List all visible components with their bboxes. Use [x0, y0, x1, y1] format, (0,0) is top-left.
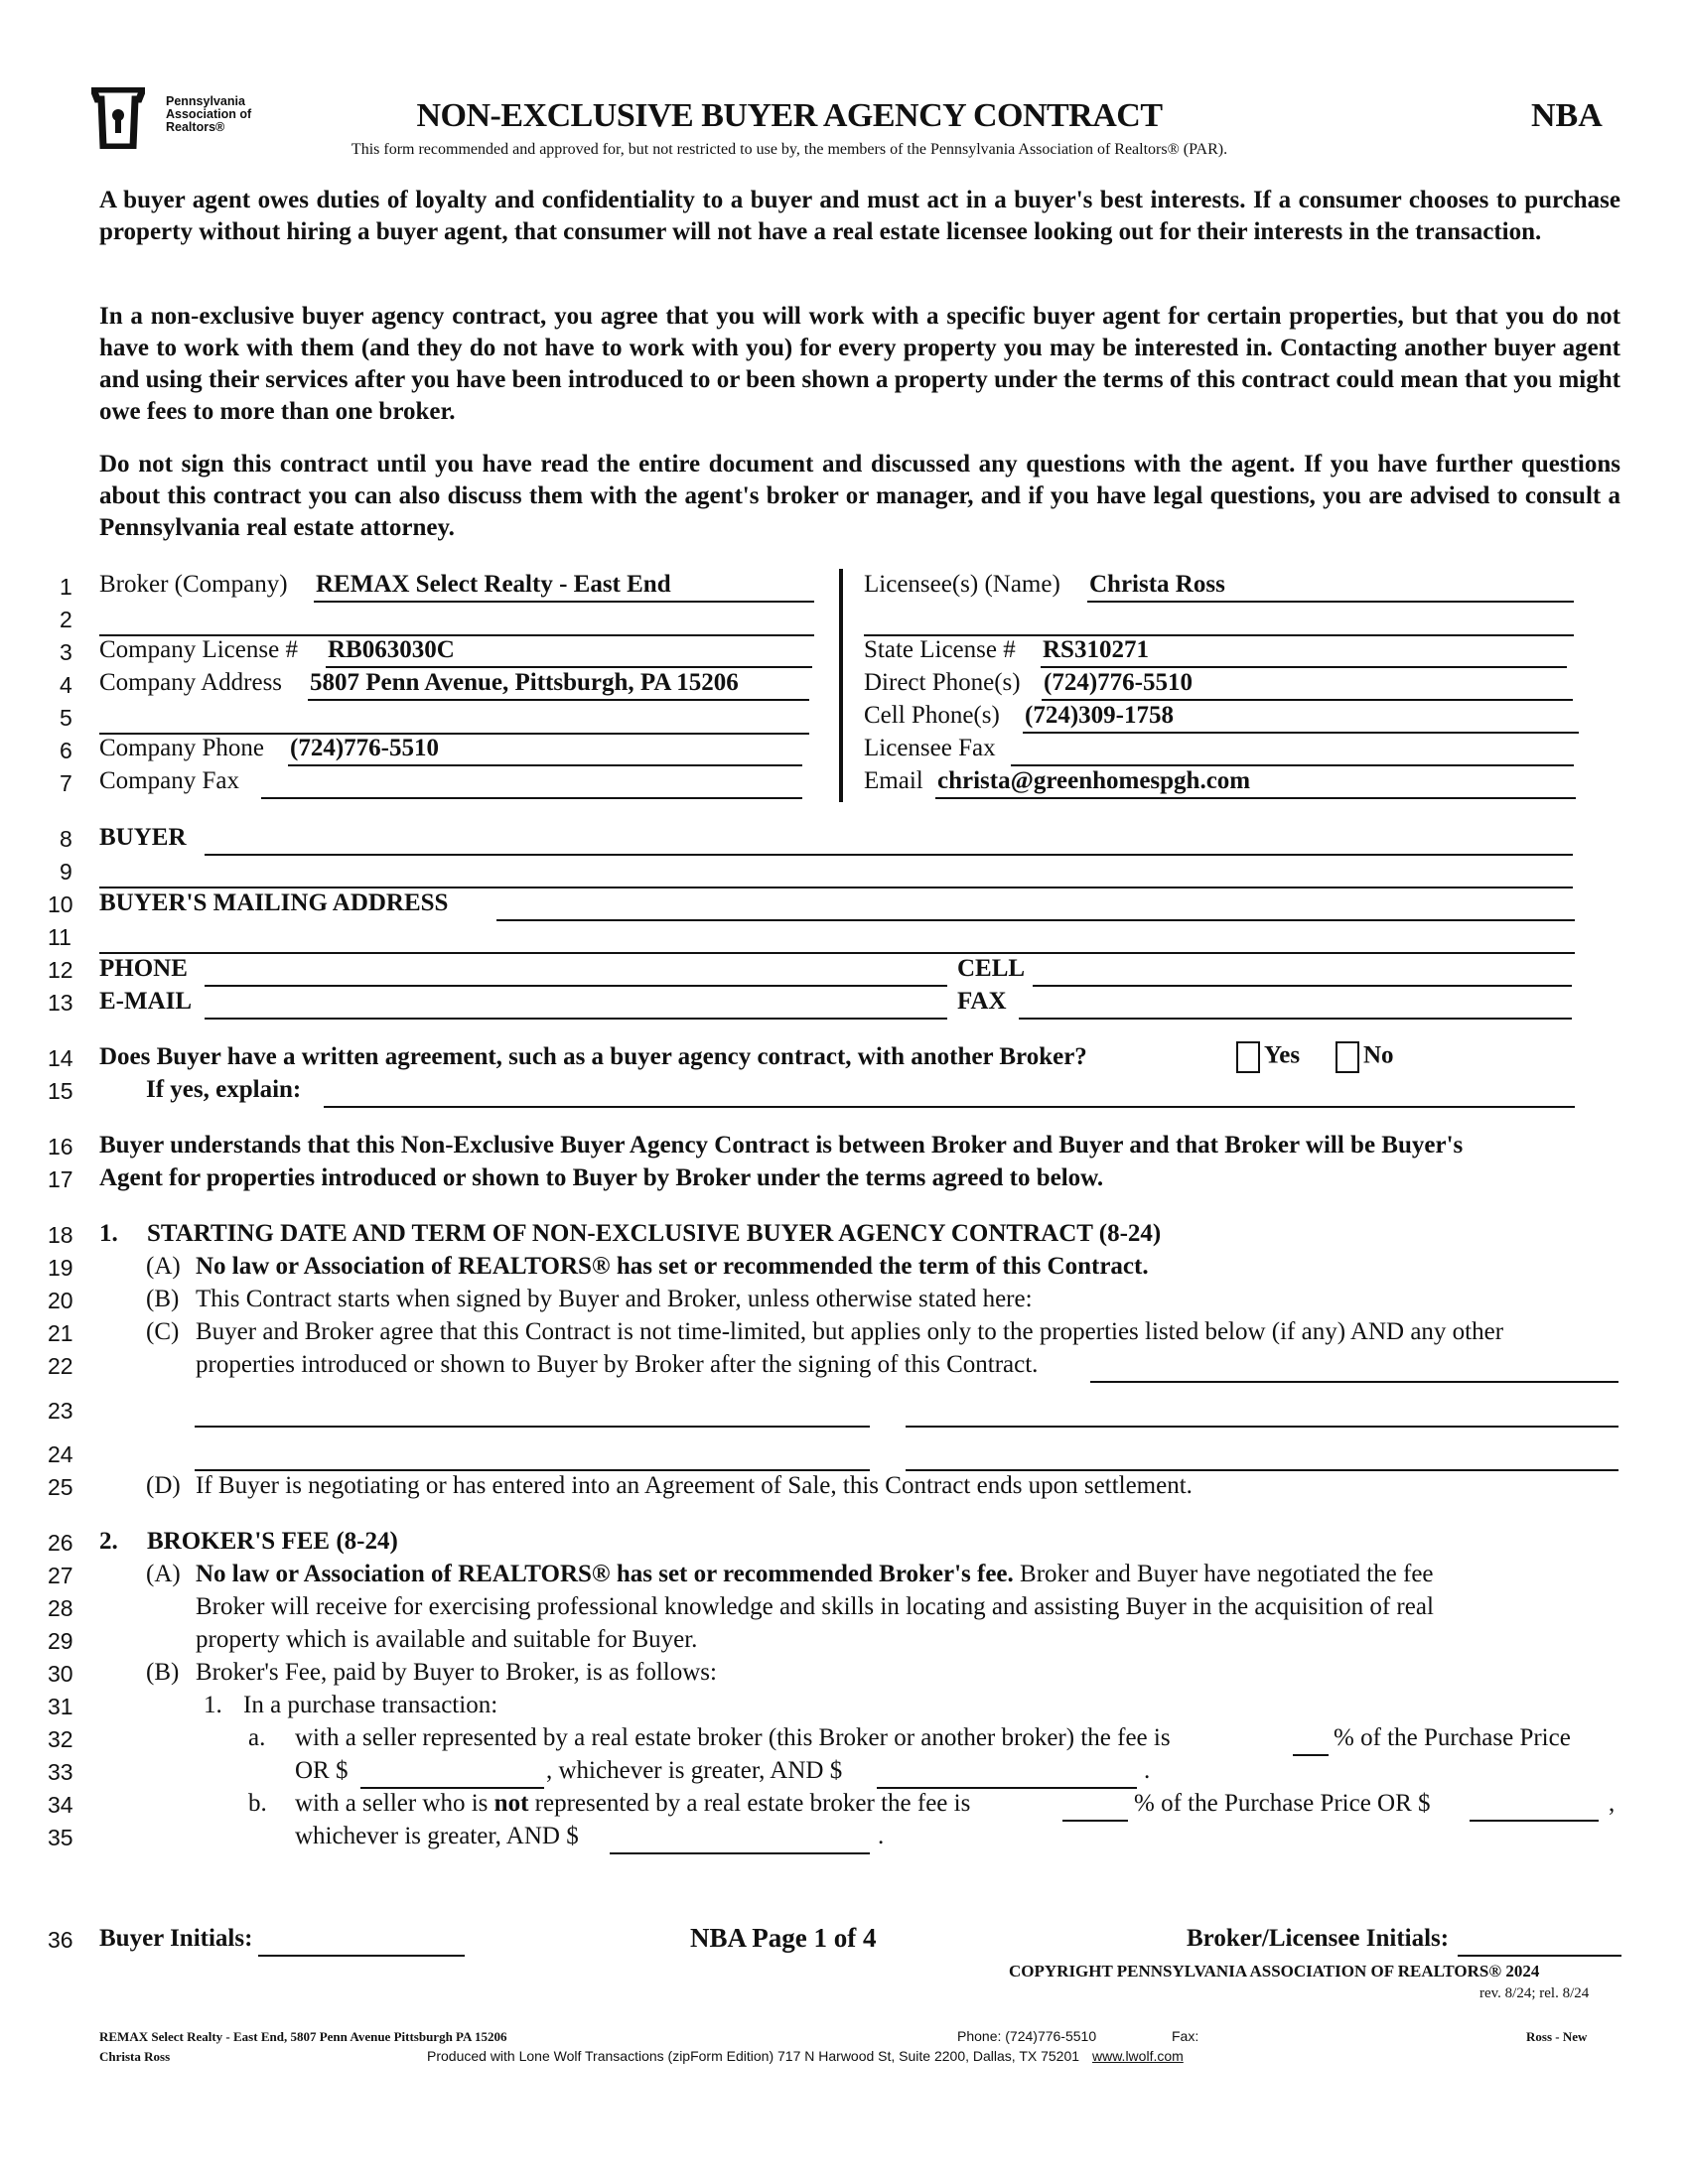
section-1-number: 1. — [99, 1220, 118, 1247]
properties-line-22-field[interactable] — [1090, 1381, 1618, 1383]
section-1-b-text: This Contract starts when signed by Buyer and Broker, unless otherwise stated here: — [196, 1286, 1033, 1312]
item-a-percent-field[interactable] — [1293, 1754, 1329, 1756]
form-code: NBA — [1531, 97, 1603, 134]
section-2-a-text-1: Broker and Buyer have negotiated the fee — [1013, 1561, 1434, 1587]
cell-label: CELL — [957, 955, 1026, 982]
section-1-c-text-1: Buyer and Broker agree that this Contract is not time-limited, but applies only to the properties listed below (if any) AND any other — [196, 1318, 1504, 1345]
item-b-dollar-field[interactable] — [1470, 1820, 1599, 1822]
state-license-underline — [1041, 666, 1567, 668]
line-number: 4 — [60, 672, 72, 698]
producer-company: REMAX Select Realty - East End, 5807 Penn Avenue Pittsburgh PA 15206 — [99, 2029, 507, 2044]
yes-checkbox[interactable] — [1236, 1041, 1260, 1073]
section-1-a-label: (A) — [146, 1253, 181, 1280]
broker-company-underline — [314, 601, 814, 603]
line-number: 33 — [48, 1759, 73, 1785]
line-number: 26 — [48, 1530, 73, 1556]
explain-field[interactable] — [324, 1106, 1575, 1108]
properties-line-24a-field[interactable] — [195, 1469, 870, 1471]
section-2-a-line-27 — [196, 1561, 1434, 1588]
fax-label-buyer: FAX — [957, 988, 1007, 1015]
item-b-whichever: whichever is greater, AND $ — [295, 1823, 579, 1849]
understanding-line-17: Agent for properties introduced or shown to Buyer by Broker under the terms agreed to below. — [99, 1164, 1104, 1191]
buyer-label: BUYER — [99, 824, 187, 851]
email-field[interactable]: christa@greenhomespgh.com — [937, 767, 1251, 794]
buyer-email-field[interactable] — [205, 1018, 947, 1020]
company-address-label: Company Address — [99, 669, 283, 696]
broker-initials-label: Broker/Licensee Initials: — [1187, 1925, 1450, 1952]
item-b-comma: , — [1609, 1790, 1616, 1817]
buyer-name-field[interactable] — [205, 854, 1573, 856]
item-a-text-1: with a seller represented by a real estate broker (this Broker or another broker) the fee is — [295, 1724, 1171, 1751]
line-number: 24 — [48, 1441, 73, 1467]
state-license-field[interactable]: RS310271 — [1043, 636, 1149, 663]
line-number: 34 — [48, 1792, 73, 1818]
line-number: 35 — [48, 1825, 73, 1850]
company-fax-label: Company Fax — [99, 767, 239, 794]
line-number: 29 — [48, 1628, 73, 1654]
line-number: 32 — [48, 1726, 73, 1752]
item-b-additional-dollar-field[interactable] — [610, 1852, 870, 1854]
direct-phone-label: Direct Phone(s) — [864, 669, 1021, 696]
copyright: COPYRIGHT PENNSYLVANIA ASSOCIATION OF REALTORS® 2024 — [1009, 1962, 1540, 1980]
item-1-text: In a purchase transaction: — [243, 1692, 498, 1718]
line-number: 17 — [48, 1166, 73, 1192]
phone-label: PHONE — [99, 955, 188, 982]
company-address-field[interactable]: 5807 Penn Avenue, Pittsburgh, PA 15206 — [310, 669, 739, 696]
email-label: Email — [864, 767, 923, 794]
item-a-or: OR $ — [295, 1757, 349, 1784]
section-2-a-bold: No law or Association of REALTORS® has set or recommended Broker's fee. — [196, 1561, 1014, 1587]
company-license-label: Company License # — [99, 636, 298, 663]
revision: rev. 8/24; rel. 8/24 — [1479, 1985, 1590, 2001]
line-number: 10 — [48, 891, 73, 917]
line-number: 28 — [48, 1595, 73, 1621]
website-link[interactable]: www.lwolf.com — [1092, 2048, 1184, 2064]
logo-text: Pennsylvania Association of Realtors® — [166, 94, 252, 134]
produced-with: Produced with Lone Wolf Transactions (zipForm Edition) 717 N Harwood St, Suite 2200, Dallas, TX 75201 — [427, 2048, 1080, 2064]
section-1-heading: STARTING DATE AND TERM OF NON-EXCLUSIVE BUYER AGENCY CONTRACT (8-24) — [147, 1220, 1162, 1247]
section-2-heading: BROKER'S FEE (8-24) — [147, 1528, 398, 1555]
section-2-b-text: Broker's Fee, paid by Buyer to Broker, is as follows: — [196, 1659, 717, 1686]
no-label: No — [1363, 1041, 1394, 1069]
line-number: 15 — [48, 1078, 73, 1104]
line-number: 16 — [48, 1134, 73, 1160]
line-number: 3 — [60, 639, 72, 665]
item-b-label: b. — [248, 1790, 267, 1817]
licensee-fax-underline — [1011, 764, 1574, 766]
section-1-d-label: (D) — [146, 1472, 181, 1499]
cell-phone-label: Cell Phone(s) — [864, 702, 1000, 729]
line-number: 7 — [60, 770, 72, 796]
cell-phone-underline — [1023, 732, 1579, 734]
line-number: 19 — [48, 1255, 73, 1281]
line-number: 20 — [48, 1288, 73, 1313]
item-a-whichever: , whichever is greater, AND $ — [546, 1757, 843, 1784]
line-number: 8 — [60, 826, 72, 852]
item-a-label: a. — [248, 1724, 266, 1751]
question-14-text: Does Buyer have a written agreement, such as a buyer agency contract, with another Broker? — [99, 1043, 1087, 1070]
section-2-a-text-3: property which is available and suitable for Buyer. — [196, 1626, 698, 1653]
buyer-initials-field[interactable] — [258, 1955, 465, 1957]
section-1-c-label: (C) — [146, 1318, 180, 1345]
item-a-additional-dollar-field[interactable] — [877, 1787, 1137, 1789]
properties-line-24b-field[interactable] — [906, 1469, 1618, 1471]
line-number: 1 — [60, 574, 72, 600]
mailing-address-label: BUYER'S MAILING ADDRESS — [99, 889, 449, 916]
item-b-end: . — [878, 1823, 885, 1849]
licensee-name-label: Licensee(s) (Name) — [864, 571, 1060, 598]
section-2-a-label: (A) — [146, 1561, 181, 1587]
properties-line-23a-field[interactable] — [195, 1426, 870, 1428]
line-number: 18 — [48, 1222, 73, 1248]
page-title: NON-EXCLUSIVE BUYER AGENCY CONTRACT — [416, 97, 1163, 134]
yes-label: Yes — [1264, 1041, 1301, 1069]
item-b-text: with a seller who is not represented by a real estate broker the fee is — [295, 1790, 971, 1817]
buyer-phone-field[interactable] — [205, 985, 947, 987]
email-underline — [935, 797, 1576, 799]
licensee-fax-label: Licensee Fax — [864, 735, 996, 761]
company-address-underline — [308, 699, 809, 701]
broker-initials-field[interactable] — [1458, 1955, 1621, 1957]
no-option[interactable] — [1336, 1041, 1394, 1073]
company-fax-underline — [261, 797, 802, 799]
item-a-dollar-field[interactable] — [360, 1787, 544, 1789]
company-phone-field[interactable]: (724)776-5510 — [290, 735, 439, 761]
column-divider — [839, 569, 843, 802]
line-number: 2 — [60, 607, 72, 632]
email-label-buyer: E-MAIL — [99, 988, 193, 1015]
line-number: 6 — [60, 738, 72, 763]
line-number: 27 — [48, 1563, 73, 1588]
buyer-fax-field[interactable] — [1019, 1018, 1572, 1020]
buyer-initials-label: Buyer Initials: — [99, 1925, 253, 1952]
producer-agent: Christa Ross — [99, 2049, 171, 2064]
cell-phone-field[interactable]: (724)309-1758 — [1025, 702, 1174, 729]
intro-paragraph-2: In a non-exclusive buyer agency contract, you agree that you will work with a specific buyer agent for certain properties, but that you do not have to work with them (and they do not have to work with you) for every property you may be interested in. Contacting another buyer agent and using their services after you have been introduced to or been shown a property under the terms of this contract could mean that you might owe fees to more than one broker. — [99, 303, 1620, 425]
section-1-d-text: If Buyer is negotiating or has entered into an Agreement of Sale, this Contract ends upon settlement. — [196, 1472, 1193, 1499]
section-1-a-text: No law or Association of REALTORS® has set or recommended the term of this Contract. — [196, 1253, 1149, 1280]
line-number: 5 — [60, 705, 72, 731]
item-b-percent-field[interactable] — [1062, 1820, 1128, 1822]
line-number: 21 — [48, 1320, 73, 1346]
understanding-line-16: Buyer understands that this Non-Exclusive Buyer Agency Contract is between Broker and Buyer and that Broker will be Buyer's — [99, 1132, 1464, 1159]
state-license-label: State License # — [864, 636, 1016, 663]
section-1-c-text-2: properties introduced or shown to Buyer by Broker after the signing of this Contract. — [196, 1351, 1039, 1378]
line-number: 23 — [48, 1398, 73, 1424]
producer-phone: Phone: (724)776-5510 — [957, 2028, 1097, 2044]
line-number: 12 — [48, 957, 73, 983]
direct-phone-underline — [1042, 699, 1573, 701]
licensee-name-underline — [1087, 601, 1574, 603]
line-number: 22 — [48, 1353, 73, 1379]
explain-label: If yes, explain: — [146, 1076, 302, 1103]
line-number: 25 — [48, 1474, 73, 1500]
section-2-b-label: (B) — [146, 1659, 180, 1686]
buyer-name-line-2-field[interactable] — [99, 887, 1573, 888]
company-license-field[interactable]: RB063030C — [328, 636, 455, 663]
broker-company-field[interactable]: REMAX Select Realty - East End — [316, 571, 671, 598]
line-number: 11 — [48, 924, 71, 950]
broker-company-label: Broker (Company) — [99, 571, 288, 598]
form-subtitle: This form recommended and approved for, but not restricted to use by, the members of the Pennsylvania Association of Realtors® (PAR). — [351, 141, 1228, 158]
company-phone-underline — [288, 764, 802, 766]
direct-phone-field[interactable]: (724)776-5510 — [1044, 669, 1193, 696]
item-a-text-2: % of the Purchase Price — [1334, 1724, 1571, 1751]
mailing-address-line-2-field[interactable] — [99, 952, 1575, 954]
properties-line-23b-field[interactable] — [906, 1426, 1618, 1428]
line-number: 36 — [48, 1927, 73, 1953]
mailing-address-field[interactable] — [496, 919, 1575, 921]
yes-option[interactable] — [1236, 1041, 1300, 1073]
intro-paragraph-1: A buyer agent owes duties of loyalty and confidentiality to a buyer and must act in a buyer's best interests. If a consumer chooses to purchase property without hiring a buyer agent, that consumer will not have a real estate licensee looking out for their interests in the transaction. — [99, 187, 1620, 245]
buyer-cell-field[interactable] — [1033, 985, 1572, 987]
line-number: 13 — [48, 990, 73, 1016]
company-phone-label: Company Phone — [99, 735, 264, 761]
line-number: 9 — [60, 859, 72, 885]
no-checkbox[interactable] — [1336, 1041, 1359, 1073]
company-license-underline — [326, 666, 812, 668]
file-name: Ross - New — [1526, 2029, 1588, 2044]
item-a-end: . — [1144, 1757, 1151, 1784]
licensee-name-field[interactable]: Christa Ross — [1089, 571, 1225, 598]
item-b-text-3: % of the Purchase Price OR $ — [1134, 1790, 1431, 1817]
line-number: 31 — [48, 1694, 73, 1719]
section-2-number: 2. — [99, 1528, 118, 1555]
page-number: NBA Page 1 of 4 — [690, 1923, 877, 1953]
item-1-number: 1. — [204, 1692, 222, 1718]
line-number: 30 — [48, 1661, 73, 1687]
section-1-b-label: (B) — [146, 1286, 180, 1312]
section-2-a-text-2: Broker will receive for exercising professional knowledge and skills in locating and assisting Buyer in the acquisition of real — [196, 1593, 1434, 1620]
intro-paragraph-3: Do not sign this contract until you have read the entire document and discussed any questions with the agent. If you have further questions about this contract you can also discuss them with the agent's broker or manager, and if you have legal questions, you are advised to consult a Pennsylvania real estate attorney. — [99, 451, 1620, 541]
producer-fax: Fax: — [1172, 2028, 1199, 2044]
line-number: 14 — [48, 1045, 73, 1071]
